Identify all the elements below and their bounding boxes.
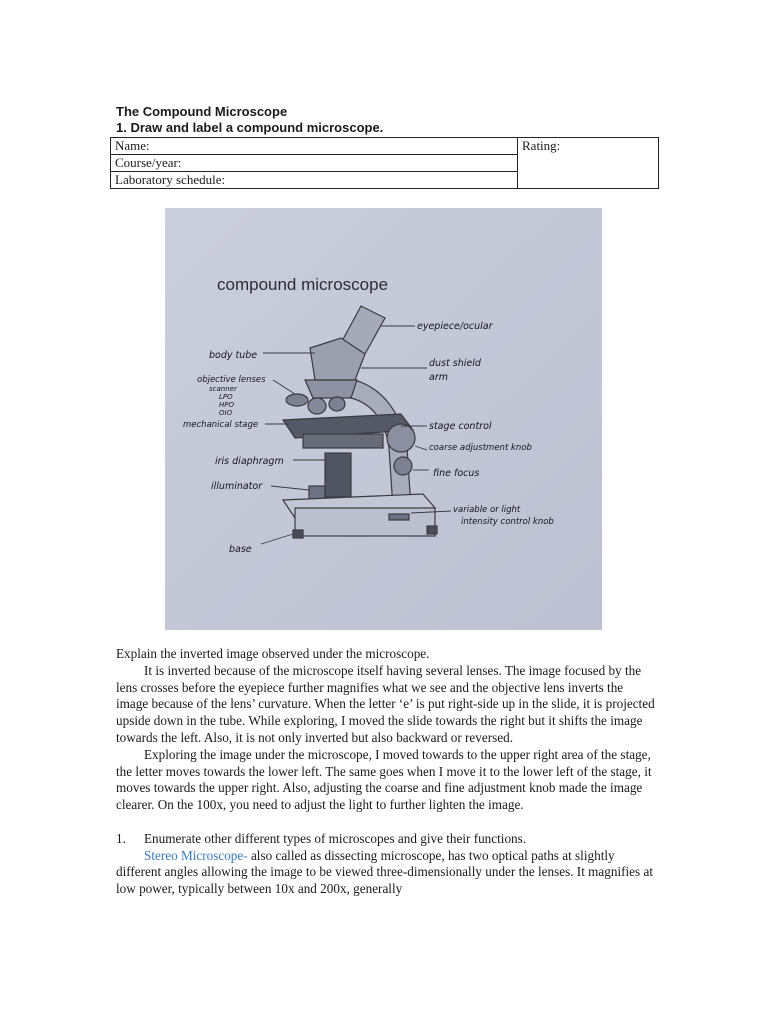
item-text: Enumerate other different types of microscopes and give their functions. xyxy=(144,830,527,846)
label-eyepiece: eyepiece/ocular xyxy=(417,321,493,332)
label-mechanical-stage: mechanical stage xyxy=(183,420,259,430)
label-hpo: HPO xyxy=(219,401,234,409)
microscope-drawing-photo xyxy=(165,208,602,630)
answer-body xyxy=(116,646,656,898)
label-fine-focus: fine focus xyxy=(433,468,480,479)
label-stage-control: stage control xyxy=(429,421,492,432)
label-iris-diaphragm: iris diaphragm xyxy=(215,456,284,467)
question-heading: 1. Draw and label a compound microscope. xyxy=(116,120,384,135)
label-illuminator: illuminator xyxy=(211,481,263,492)
label-lpo: LPO xyxy=(219,393,233,401)
numbered-question xyxy=(116,831,656,848)
student-info-table xyxy=(110,137,659,189)
label-dust-shield: dust shield xyxy=(429,358,481,369)
paragraph-spacer xyxy=(116,814,656,831)
label-coarse-knob: coarse adjustment knob xyxy=(429,443,532,453)
stereo-microscope-term: Stereo Microscope- xyxy=(144,847,248,863)
rating-field: Rating: xyxy=(518,138,659,189)
label-body-tube: body tube xyxy=(209,350,258,361)
answer-paragraph-2: Exploring the image under the microscope, I moved towards to the upper right area of the stage, the letter moves towards the lower left. The same goes when I move it to the lower left of the stage, it moves towards the upper right. Also, adjusting the coarse and fine adjustment knob made the image clearer. On the 100x, you need to adjust the light to further lighten the image. xyxy=(116,746,652,813)
label-light-knob-line1: variable or light xyxy=(453,505,521,515)
lab-schedule-field: Laboratory schedule: xyxy=(111,172,518,189)
drawing-caption: compound microscope xyxy=(217,275,389,294)
label-objective-lenses: objective lenses xyxy=(197,375,266,385)
label-oio: OIO xyxy=(219,409,233,417)
answer-paragraph-1: It is inverted because of the microscope itself having several lenses. The image focused by the lens crosses before the eyepiece further magnifies what we see and the objective lens inverts the image because of the lens’ curvature. When the letter ‘e’ is put right-side up in the slide, it is projected upside down in the tube. While exploring, I moved the slide towards the right but it shifts the image towards the left. Also, it is not only inverted but also backward or reversed. xyxy=(116,662,655,745)
label-light-knob-line2: intensity control knob xyxy=(461,517,554,527)
name-field: Name: xyxy=(111,138,518,155)
item-number: 1. xyxy=(116,830,126,846)
label-arm: arm xyxy=(429,372,448,383)
stereo-microscope-paragraph xyxy=(116,848,656,898)
label-base: base xyxy=(229,544,252,555)
explain-question: Explain the inverted image observed under the microscope. xyxy=(116,646,430,661)
label-scanner: scanner xyxy=(209,385,237,393)
document-title: The Compound Microscope xyxy=(116,104,288,119)
stereo-microscope-text: also called as dissecting microscope, has two optical paths at slightly different angles allowing the image to be viewed three-dimensionally under the lenses. It magnifies at low power, typically between 10x and 200x, generally xyxy=(116,847,653,897)
course-year-field: Course/year: xyxy=(111,155,518,172)
microscope-sketch xyxy=(165,208,602,630)
